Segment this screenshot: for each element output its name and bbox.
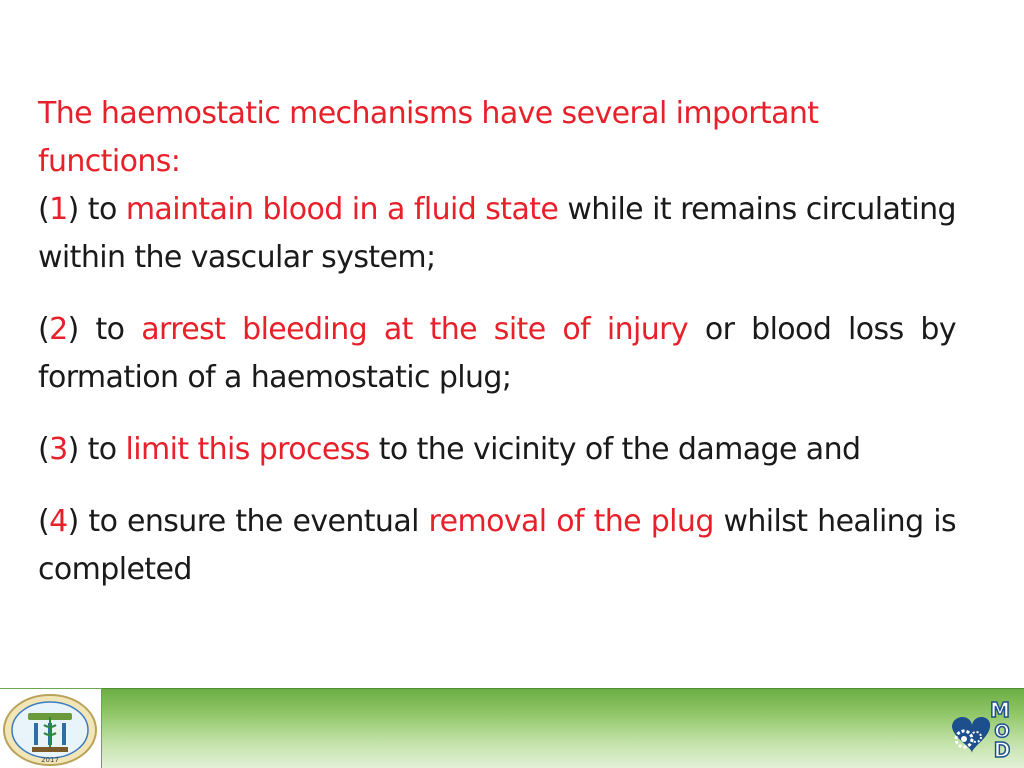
item-3 — [38, 426, 956, 474]
intro-line-2: functions: — [38, 144, 181, 179]
slide-footer — [0, 688, 1024, 768]
mod-logo-icon — [944, 697, 1016, 761]
item-1 — [38, 186, 956, 282]
item-4-lead: ) to ensure the eventual — [67, 504, 429, 539]
item-2-number: 2 — [49, 312, 68, 347]
mod-letter-o: O — [994, 721, 1010, 742]
item-3-lead: ) to — [67, 432, 126, 467]
footer-logo-box — [0, 688, 102, 768]
item-1-rest: while it remains circulating within the vascular system; — [38, 192, 956, 275]
item-4-open: ( — [38, 504, 50, 539]
intro-line: The haemostatic mechanisms have several important — [38, 96, 819, 131]
item-2-rest: or blood loss by formation of a haemostatic plug; — [38, 312, 956, 395]
intro-paragraph — [38, 90, 956, 186]
footer-green-bar — [102, 688, 1024, 768]
item-2 — [38, 306, 956, 402]
item-4-rest: whilst healing is completed — [38, 504, 956, 587]
slide-body — [38, 90, 956, 594]
item-1-number: 1 — [49, 192, 68, 227]
seal-year: 2017 — [41, 756, 59, 764]
item-2-lead: ) to — [67, 312, 142, 347]
item-3-number: 3 — [49, 432, 68, 467]
item-3-highlight: limit this process — [125, 432, 370, 467]
item-1-open: ( — [38, 192, 50, 227]
item-4 — [38, 498, 956, 594]
item-3-open: ( — [38, 432, 50, 467]
college-seal-icon — [2, 693, 98, 767]
item-1-lead: ) to — [67, 192, 126, 227]
item-2-highlight: arrest bleeding at the site of injury — [141, 312, 689, 347]
item-1-highlight: maintain blood in a fluid state — [125, 192, 559, 227]
item-3-rest: to the vicinity of the damage and — [369, 432, 861, 467]
item-4-highlight: removal of the plug — [428, 504, 714, 539]
item-2-open: ( — [38, 312, 50, 347]
mod-letter-m: M — [990, 698, 1010, 722]
mod-letter-d: D — [993, 738, 1011, 761]
item-4-number: 4 — [49, 504, 68, 539]
